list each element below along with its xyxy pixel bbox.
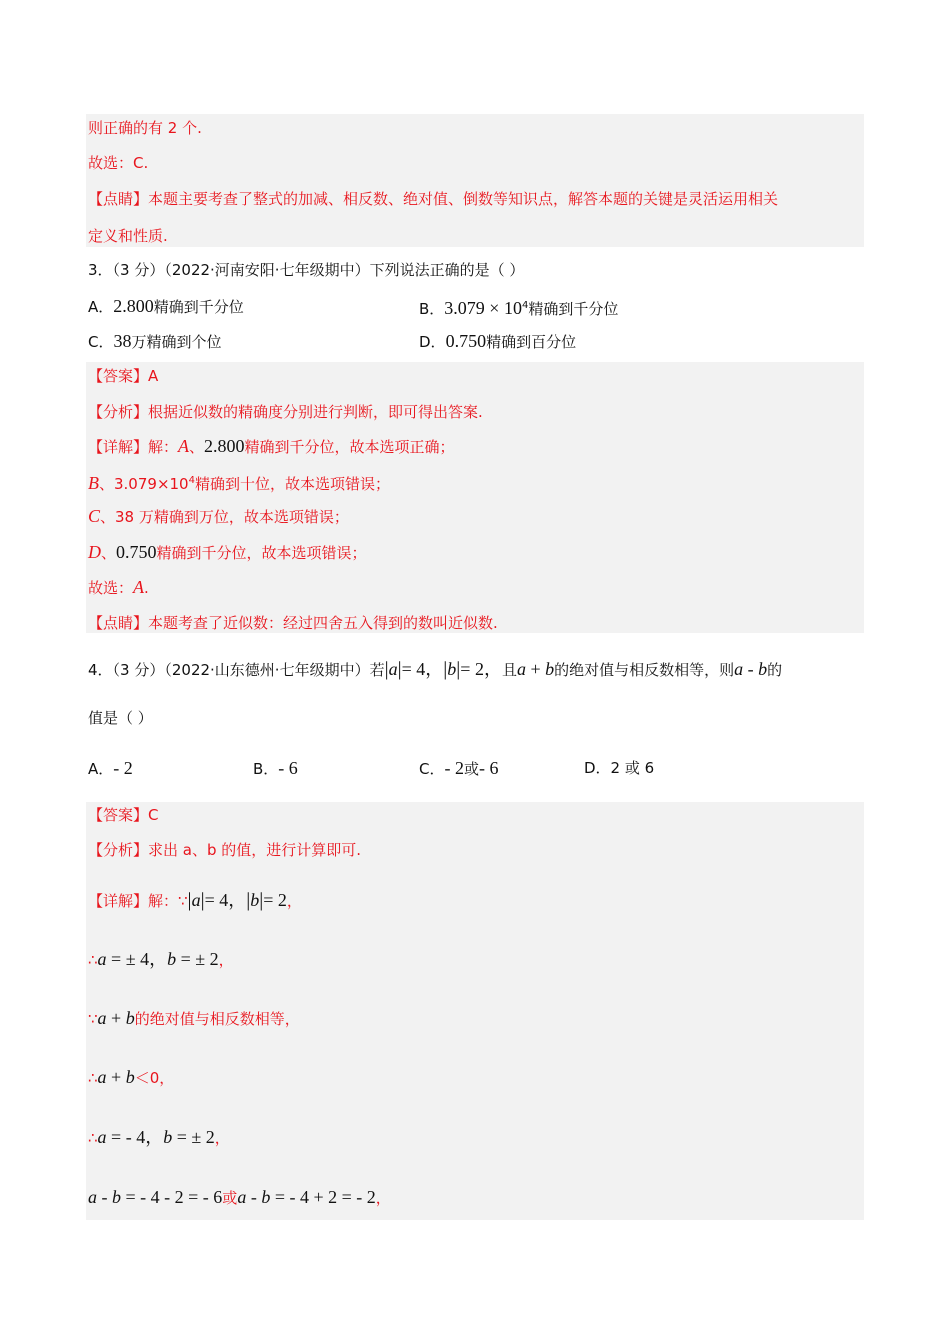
text-segment: b	[261, 1187, 271, 1207]
text-segment: - 6	[278, 758, 298, 778]
text-segment: |	[187, 889, 192, 911]
text-segment: ，	[214, 1129, 230, 1147]
text-segment: 【分析】根据近似数的精确度分别进行判断，即可得出答案.	[88, 403, 483, 421]
text-segment: - 6	[479, 758, 499, 778]
text-segment: = ± 4，	[106, 949, 168, 969]
text-segment: 或	[463, 760, 479, 778]
q3-analysis	[88, 402, 483, 422]
text-segment: = 2	[263, 890, 287, 910]
text-segment: 4	[188, 475, 195, 486]
text-segment: a	[734, 659, 744, 679]
text-segment: 精确到千分位，故本选项正确；	[244, 438, 455, 456]
text-segment: = - 4，	[106, 1127, 164, 1147]
text-segment: 精确到百分位	[486, 333, 577, 351]
q3-detail-2	[88, 471, 390, 494]
text-segment: 【分析】求出 a、b 的值，进行计算即可.	[88, 841, 362, 859]
text-segment: = 4，	[401, 659, 444, 679]
q3-option-c	[88, 331, 222, 352]
text-segment: b	[112, 1187, 121, 1207]
text-segment: C．	[419, 760, 445, 778]
prev-conclusion	[88, 118, 202, 138]
text-segment: C．	[88, 333, 114, 351]
text-segment: -	[97, 1187, 112, 1207]
text-segment: ，	[218, 951, 234, 969]
text-segment: - 2	[113, 758, 133, 778]
text-segment: +	[525, 659, 546, 679]
text-segment: 0.750	[116, 542, 157, 562]
text-segment: 的	[767, 661, 783, 679]
text-segment: a	[191, 890, 201, 910]
text-segment: = 4，	[204, 890, 247, 910]
text-segment: 的绝对值与相反数相等，则	[554, 661, 735, 679]
q4-detail-5	[88, 1127, 230, 1148]
text-segment: a	[88, 1187, 97, 1207]
text-segment: D．2 或 6	[584, 759, 655, 777]
text-segment: D	[88, 542, 101, 562]
text-segment: 故选：	[88, 579, 134, 597]
q3-option-d	[419, 331, 576, 352]
text-segment: 精确到千分位	[153, 298, 244, 316]
text-segment: |	[384, 658, 389, 680]
text-segment: = ± 2	[176, 949, 219, 969]
q3-note	[88, 613, 498, 633]
q3-option-b	[419, 296, 618, 319]
text-segment: ，	[375, 1189, 391, 1207]
text-segment: b	[250, 890, 260, 910]
text-segment: .	[144, 579, 149, 597]
text-segment: 精确到千分位	[528, 300, 619, 318]
text-segment: 定义和性质.	[88, 227, 168, 245]
text-segment: 4	[521, 300, 529, 311]
text-segment: D．	[419, 333, 446, 351]
text-segment: 精确到千分位，故本选项错误；	[156, 544, 367, 562]
q4-answer	[88, 805, 158, 825]
text-segment: b	[167, 949, 177, 969]
text-segment: b	[125, 1067, 135, 1087]
text-segment: |	[200, 889, 205, 911]
text-segment: ∴	[88, 1069, 98, 1087]
text-segment: 【答案】C	[88, 806, 159, 824]
text-segment: B．	[253, 760, 279, 778]
text-segment: ＜0，	[134, 1069, 175, 1087]
q4-title	[88, 659, 782, 680]
q4-detail-3	[88, 1008, 300, 1029]
text-segment: 、	[101, 544, 117, 562]
text-segment: 精确到十位，故本选项错误；	[194, 475, 390, 493]
text-segment: |	[259, 889, 264, 911]
text-segment: = - 4 + 2 = - 2	[270, 1187, 376, 1207]
q3-detail-3	[88, 506, 349, 527]
text-segment: 故选：C.	[88, 154, 149, 172]
text-segment: -	[246, 1187, 262, 1207]
text-segment: ∴	[88, 1129, 98, 1147]
text-segment: 万精确到个位	[131, 333, 222, 351]
q4-detail-2	[88, 949, 234, 970]
text-segment: |	[456, 658, 461, 680]
text-segment: a	[388, 659, 398, 679]
text-segment: 2.800	[113, 296, 154, 316]
text-segment: +	[106, 1067, 126, 1087]
text-segment: -	[743, 659, 759, 679]
text-segment: +	[106, 1008, 126, 1028]
q3-detail-1	[88, 436, 455, 457]
q4-option-c	[419, 758, 499, 779]
text-segment: b	[125, 1008, 135, 1028]
text-segment: a	[516, 659, 526, 679]
text-segment: a	[97, 1067, 107, 1087]
q4-option-a	[88, 758, 133, 779]
text-segment: - 2	[444, 758, 464, 778]
text-segment: 的绝对值与相反数相等，	[134, 1010, 300, 1028]
text-segment: a	[237, 1187, 247, 1207]
text-segment: ∵	[88, 1010, 98, 1028]
q4-detail-1	[88, 890, 302, 911]
text-segment: 【详解】解：∵	[88, 892, 188, 910]
q3-answer	[88, 366, 158, 386]
text-segment: 且	[501, 661, 517, 679]
text-segment: 则正确的有 2 个.	[88, 119, 202, 137]
q4-detail-6	[88, 1187, 391, 1208]
text-segment: b	[545, 659, 555, 679]
text-segment: 0.750	[445, 331, 487, 351]
text-segment: = - 4 - 2 = - 6	[121, 1187, 223, 1207]
text-segment: = 2，	[460, 659, 502, 679]
text-segment: 、	[189, 438, 205, 456]
text-segment: 、3.079×10	[99, 475, 189, 493]
text-segment: 【详解】解：	[88, 438, 179, 456]
text-segment: A	[178, 436, 190, 456]
q4-analysis	[88, 840, 361, 860]
text-segment: 【答案】A	[88, 367, 159, 385]
q4-detail-4	[88, 1067, 174, 1088]
prev-note-cont	[88, 226, 168, 246]
text-segment: 38	[113, 331, 132, 351]
text-segment: A	[133, 577, 145, 597]
text-segment: B．	[419, 300, 445, 318]
text-segment: |	[397, 658, 402, 680]
q3-detail-4	[88, 542, 367, 563]
text-segment: b	[163, 1127, 173, 1147]
prev-note	[88, 189, 778, 209]
prev-choice	[88, 153, 148, 173]
text-segment: 4．（3 分）（2022·山东德州·七年级期中）若	[88, 661, 385, 679]
text-segment: C	[88, 506, 101, 526]
text-segment: a	[97, 1008, 107, 1028]
text-segment: ，	[286, 892, 302, 910]
text-segment: 、38 万精确到万位，故本选项错误；	[100, 508, 349, 526]
prev-solution-box	[86, 114, 864, 247]
q3-title	[88, 260, 524, 280]
text-segment: |	[246, 889, 251, 911]
text-segment: a	[97, 949, 107, 969]
text-segment: 【点睛】本题考查了近似数：经过四舍五入得到的数叫近似数.	[88, 614, 498, 632]
text-segment: b	[447, 659, 457, 679]
q3-option-a	[88, 296, 244, 317]
text-segment: A．	[88, 298, 114, 316]
q4-title-cont	[88, 708, 153, 728]
text-segment: 值是（ ）	[88, 709, 153, 727]
q3-choice	[88, 577, 149, 598]
text-segment: 3.079 × 10	[444, 298, 522, 318]
text-segment: A．	[88, 760, 114, 778]
text-segment: 2.800	[204, 436, 245, 456]
text-segment: B	[88, 473, 99, 493]
text-segment: ∴	[88, 951, 98, 969]
text-segment: |	[443, 658, 448, 680]
text-segment: a	[97, 1127, 107, 1147]
text-segment: 【点睛】本题主要考查了整式的加减、相反数、绝对值、倒数等知识点，解答本题的关键是灵活运用相关	[88, 190, 779, 208]
text-segment: b	[758, 659, 768, 679]
q4-option-b	[253, 758, 298, 779]
text-segment: 或	[222, 1189, 238, 1207]
text-segment: = ± 2	[172, 1127, 215, 1147]
q4-option-d	[584, 758, 654, 778]
text-segment: 3．（3 分）（2022·河南安阳·七年级期中）下列说法正确的是（ ）	[88, 261, 525, 279]
